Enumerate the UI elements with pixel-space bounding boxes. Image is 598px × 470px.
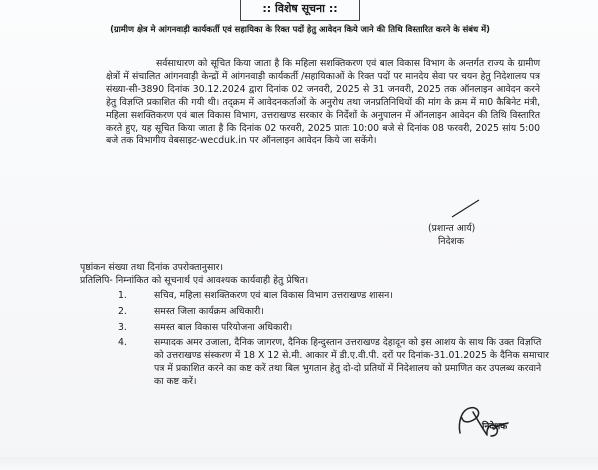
list-number: 2. bbox=[118, 305, 127, 317]
signature-name: (प्रशान्त आर्य) bbox=[428, 223, 476, 234]
list-number: 1. bbox=[118, 290, 127, 301]
endorsement-line2: प्रतिलिपि- निम्नांकित को सूचनार्थ एवं आवश्यक कार्यवाही हेतु प्रेषित। bbox=[80, 274, 309, 286]
list-number: 3. bbox=[118, 321, 127, 333]
final-signature-role: निदेशक bbox=[482, 422, 508, 432]
endorsement-line1: पृष्ठांकन संख्या तथा दिनांक उपरोक्तानुसार। bbox=[80, 262, 223, 273]
list-number: 4. bbox=[118, 337, 127, 349]
list-text: सचिव, महिला सशक्तिकरण एवं बाल विकास विभाग उत्तराखण्ड शासन। bbox=[154, 290, 393, 301]
list-item bbox=[118, 290, 550, 303]
signature-mark bbox=[448, 197, 484, 221]
notice-title: :: विशेष सूचना :: bbox=[240, 0, 360, 21]
page-bottom-band bbox=[0, 457, 598, 470]
signature-role: निदेशक bbox=[438, 236, 464, 247]
signature-block bbox=[428, 222, 528, 248]
list-item bbox=[118, 337, 550, 388]
distribution-list bbox=[118, 290, 550, 392]
list-item bbox=[118, 306, 550, 319]
list-item bbox=[118, 322, 550, 335]
notice-body: सर्वसाधारण को सूचित किया जाता है कि महिला सशक्तिकरण एवं बाल विकास विभाग के अन्तर्गत राज्य के ग्रामीण क्षेत्रों में संचालित आंगनवाड़ी केन्द्रों में आंगनवाड़ी कार्यकर्ती /सहायिकाओं के रिक्त पदों पर मानदेय सेवा पर चयन हेतु निदेशालय पत्र संख्या-सी-3890 दिनांक 30.12.2024 द्वारा दिनांक 02 जनवरी, 2025 से 31 जनवरी, 2025 तक ऑनलाइन आवेदन करने हेतु विज्ञप्ति प्रकाशित की गयी थी। तद्क्रम में आवेदनकर्ताओं के अनुरोध तथा जनप्रतिनिधियों की मांग के क्रम में मा0 कैबिनेट मंत्री, महिला सशक्तिकरण एवं बाल विकास विभाग, उत्तराखण्ड सरकार के निर्देशों के अनुपालन में ऑनलाइन आवेदन की तिथि विस्तारित करते हुए, यह सूचित किया जाता है कि दिनांक 02 फरवरी, 2025 प्रातः 10:00 बजे से दिनांक 08 फरवरी, 2025 सांय 5:00 बजे तक विभागीय वेबसाइट-wecduk.in पर ऑनलाइन आवेदन किये जा सकेंगे। bbox=[106, 58, 540, 147]
notice-subject: (ग्रामीण क्षेत्र मे आंगनवाड़ी कार्यकर्ती एवं सहायिका के रिक्त पदों हेतु आवेदन किये जाने की तिथि विस्तारित करने के संबंध में) bbox=[110, 24, 490, 34]
list-text: समस्त जिला कार्यक्रम अधिकारी। bbox=[154, 305, 264, 317]
endorsement bbox=[80, 262, 540, 288]
list-text: समस्त बाल विकास परियोजना अधिकारी। bbox=[154, 321, 293, 333]
list-text: सम्पादक अमर उजाला, दैनिक जागरण, दैनिक हिन्दुस्तान उत्तराखण्ड देहादून को इस आशय के साथ कि उक्त विज्ञप्ति को उत्तराखण्ड संस्करण में 18 X 12 से.मी. आकार में डी.ए.वी.पी. दरों पर दिनांक-31.01.2025 के दैनिक समाचार पत्र में प्रकाशित करने का कष्ट करें तथा बिल भुगतान हेतु दो-दो प्रतियों में निदेशालय को प्रमाणित कर उपलब्ध करवाने का कष्ट करें। bbox=[154, 337, 549, 387]
